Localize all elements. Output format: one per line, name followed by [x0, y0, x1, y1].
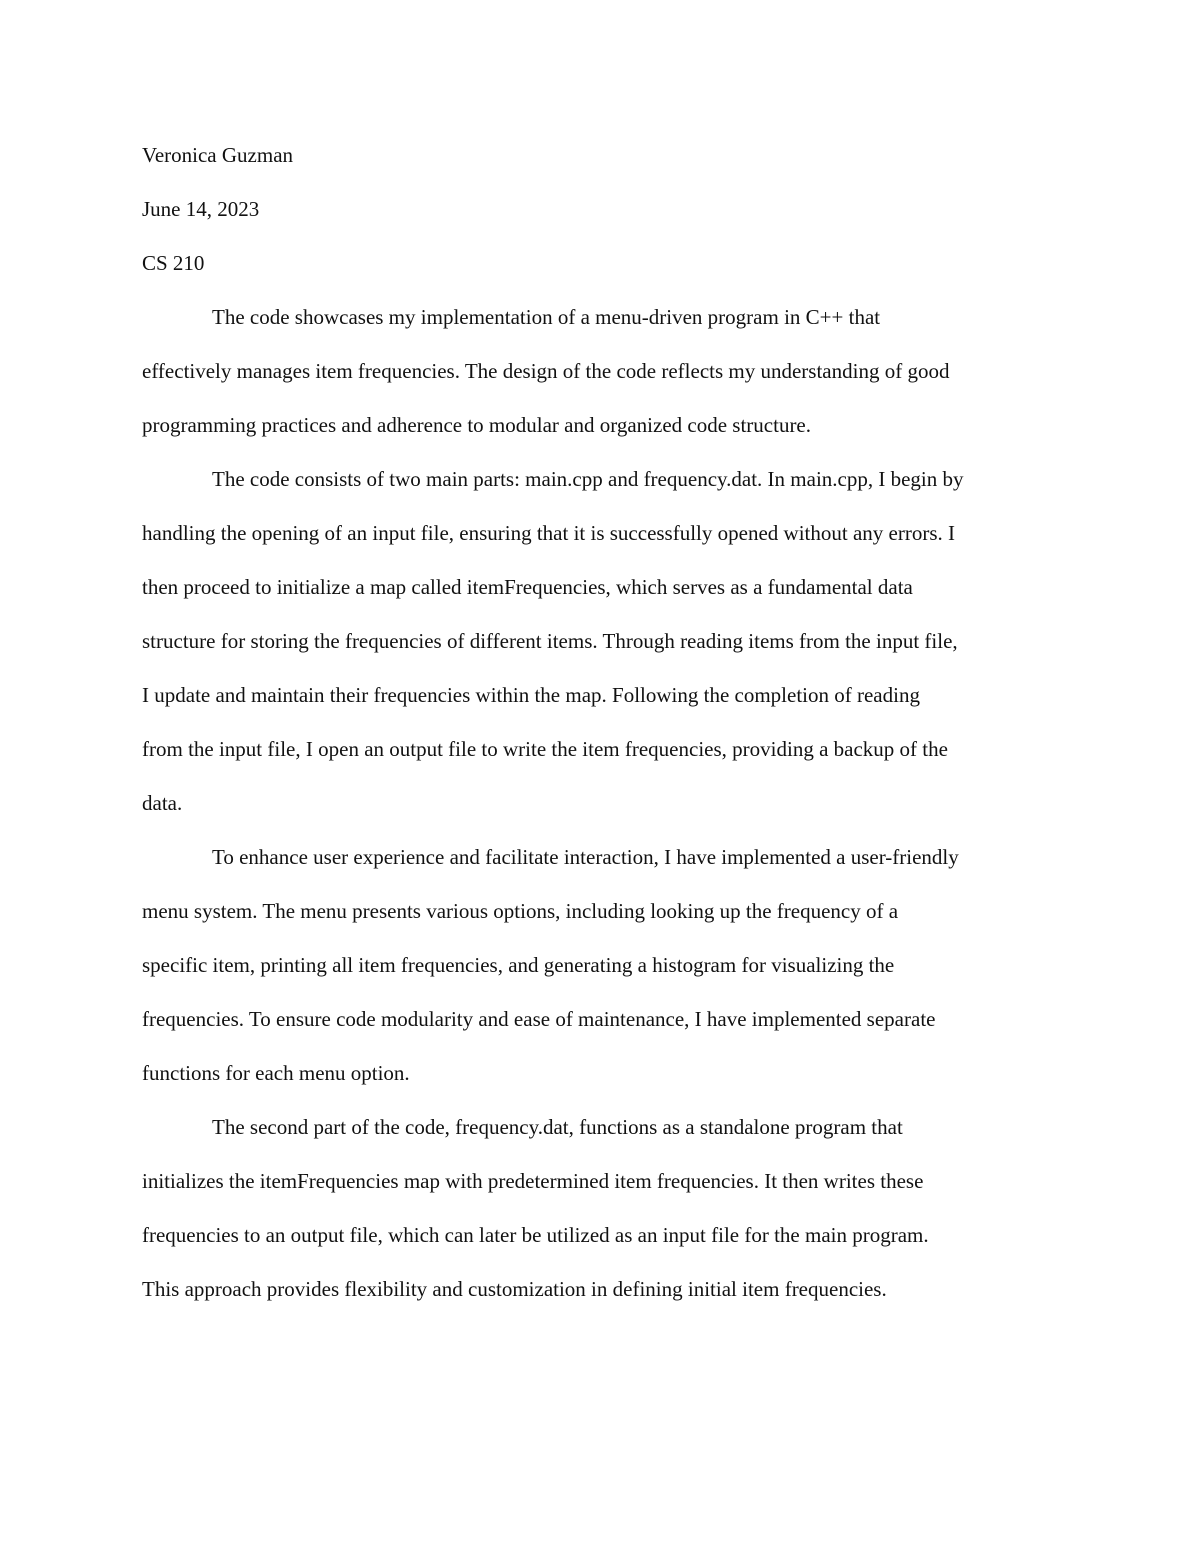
paragraph-line: handling the opening of an input file, ensuring that it is successfully opened without any errors. I [142, 521, 955, 545]
paragraph-line: data. [142, 791, 183, 815]
paragraph-line: frequencies. To ensure code modularity and ease of maintenance, I have implemented separate [142, 1007, 936, 1031]
paragraph-4 [142, 1100, 1062, 1316]
paragraph-line: then proceed to initialize a map called itemFrequencies, which serves as a fundamental data [142, 575, 913, 599]
document-date: June 14, 2023 [142, 197, 260, 221]
paragraph-3 [142, 830, 1062, 1100]
paragraph-line: I update and maintain their frequencies within the map. Following the completion of reading [142, 683, 920, 707]
paragraph-line: specific item, printing all item frequencies, and generating a histogram for visualizing the [142, 953, 895, 977]
paragraph-line: frequencies to an output file, which can later be utilized as an input file for the main program. [142, 1223, 929, 1247]
paragraph-line: effectively manages item frequencies. The design of the code reflects my understanding of good [142, 359, 950, 383]
paragraph-line: The second part of the code, frequency.dat, functions as a standalone program that [212, 1115, 903, 1139]
document-body [142, 128, 1062, 1316]
paragraph-line: The code consists of two main parts: main.cpp and frequency.dat. In main.cpp, I begin by [212, 467, 964, 491]
paragraph-line: The code showcases my implementation of a menu-driven program in C++ that [212, 305, 881, 329]
paragraph-line: from the input file, I open an output file to write the item frequencies, providing a backup of the [142, 737, 948, 761]
paragraph-line: functions for each menu option. [142, 1061, 410, 1085]
paragraph-line: initializes the itemFrequencies map with predetermined item frequencies. It then writes these [142, 1169, 924, 1193]
paragraph-line: This approach provides flexibility and customization in defining initial item frequencies. [142, 1277, 887, 1301]
paragraph-line: menu system. The menu presents various options, including looking up the frequency of a [142, 899, 899, 923]
paragraph-line: programming practices and adherence to modular and organized code structure. [142, 413, 812, 437]
author-name: Veronica Guzman [142, 143, 294, 167]
course-code: CS 210 [142, 251, 205, 275]
paragraph-line: structure for storing the frequencies of different items. Through reading items from the input file, [142, 629, 958, 653]
paragraph-2 [142, 452, 1062, 830]
paragraph-line: To enhance user experience and facilitate interaction, I have implemented a user-friendly [212, 845, 959, 869]
paragraph-1 [142, 290, 1062, 452]
